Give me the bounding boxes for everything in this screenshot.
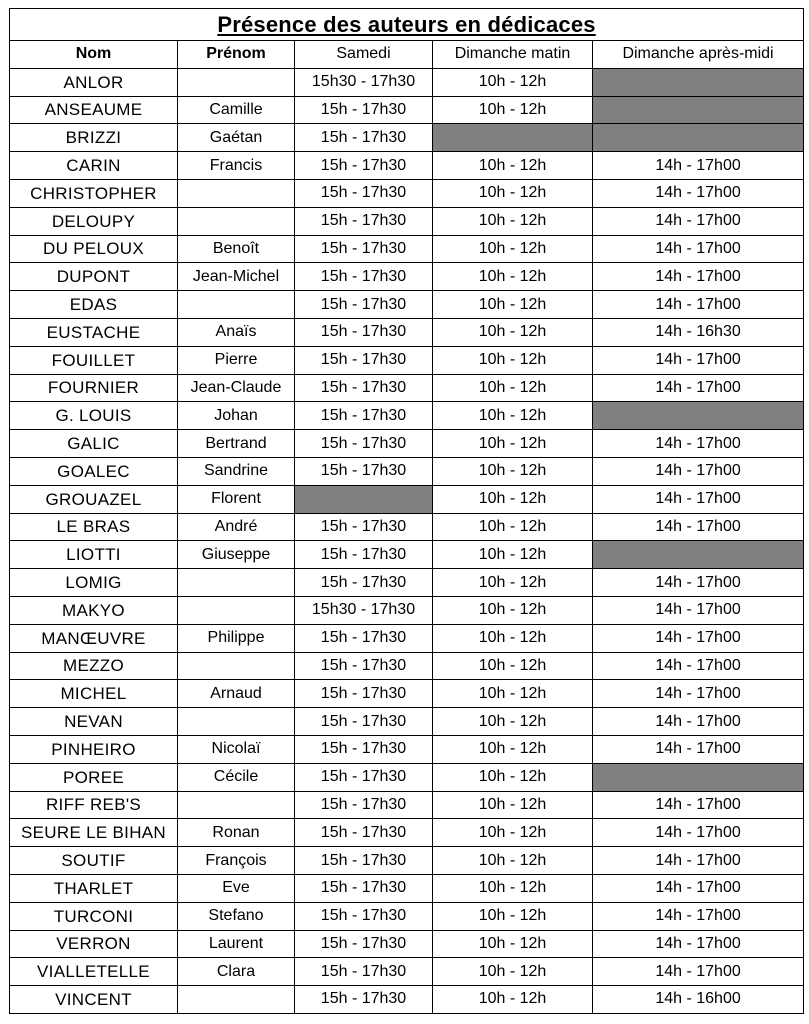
cell-dimanche-apres-midi-unavailable bbox=[593, 124, 804, 152]
cell-samedi: 15h - 17h30 bbox=[295, 291, 433, 319]
cell-nom: FOUILLET bbox=[10, 346, 178, 374]
cell-prenom: Clara bbox=[178, 958, 295, 986]
cell-samedi: 15h - 17h30 bbox=[295, 958, 433, 986]
cell-samedi: 15h30 - 17h30 bbox=[295, 68, 433, 96]
cell-dimanche-matin: 10h - 12h bbox=[433, 374, 593, 402]
cell-prenom: Anaïs bbox=[178, 318, 295, 346]
table-row bbox=[10, 374, 804, 402]
cell-dimanche-apres-midi: 14h - 17h00 bbox=[593, 902, 804, 930]
table-row bbox=[10, 402, 804, 430]
cell-prenom: Benoît bbox=[178, 235, 295, 263]
cell-dimanche-apres-midi-unavailable bbox=[593, 541, 804, 569]
cell-samedi: 15h - 17h30 bbox=[295, 318, 433, 346]
cell-nom: ANLOR bbox=[10, 68, 178, 96]
cell-nom: TURCONI bbox=[10, 902, 178, 930]
table-body bbox=[10, 68, 804, 1013]
cell-nom: MICHEL bbox=[10, 680, 178, 708]
cell-samedi: 15h - 17h30 bbox=[295, 930, 433, 958]
cell-dimanche-apres-midi: 14h - 16h30 bbox=[593, 318, 804, 346]
cell-nom: MAKYO bbox=[10, 596, 178, 624]
cell-dimanche-matin: 10h - 12h bbox=[433, 68, 593, 96]
table-row bbox=[10, 513, 804, 541]
header-samedi: Samedi bbox=[295, 41, 433, 69]
cell-nom: CHRISTOPHER bbox=[10, 179, 178, 207]
cell-dimanche-apres-midi: 14h - 17h00 bbox=[593, 513, 804, 541]
cell-dimanche-matin: 10h - 12h bbox=[433, 152, 593, 180]
cell-nom: G. LOUIS bbox=[10, 402, 178, 430]
cell-dimanche-matin: 10h - 12h bbox=[433, 96, 593, 124]
cell-dimanche-matin-unavailable bbox=[433, 124, 593, 152]
cell-dimanche-apres-midi: 14h - 17h00 bbox=[593, 624, 804, 652]
cell-nom: MANŒUVRE bbox=[10, 624, 178, 652]
cell-dimanche-matin: 10h - 12h bbox=[433, 430, 593, 458]
cell-dimanche-matin: 10h - 12h bbox=[433, 986, 593, 1014]
cell-dimanche-matin: 10h - 12h bbox=[433, 958, 593, 986]
cell-dimanche-apres-midi: 14h - 17h00 bbox=[593, 930, 804, 958]
cell-dimanche-matin: 10h - 12h bbox=[433, 680, 593, 708]
page-title-text: Présence des auteurs en dédicaces bbox=[217, 11, 596, 37]
cell-samedi: 15h - 17h30 bbox=[295, 569, 433, 597]
table-row bbox=[10, 708, 804, 736]
header-dimanche-apres-midi: Dimanche après-midi bbox=[593, 41, 804, 69]
cell-prenom: Jean-Michel bbox=[178, 263, 295, 291]
cell-dimanche-apres-midi: 14h - 17h00 bbox=[593, 485, 804, 513]
cell-nom: DUPONT bbox=[10, 263, 178, 291]
cell-samedi-unavailable bbox=[295, 485, 433, 513]
table-row bbox=[10, 152, 804, 180]
cell-dimanche-apres-midi: 14h - 17h00 bbox=[593, 346, 804, 374]
cell-samedi: 15h - 17h30 bbox=[295, 430, 433, 458]
table-row bbox=[10, 207, 804, 235]
cell-dimanche-matin: 10h - 12h bbox=[433, 485, 593, 513]
cell-dimanche-apres-midi-unavailable bbox=[593, 96, 804, 124]
cell-dimanche-apres-midi: 14h - 17h00 bbox=[593, 819, 804, 847]
cell-prenom bbox=[178, 68, 295, 96]
table-row bbox=[10, 68, 804, 96]
cell-nom: LOMIG bbox=[10, 569, 178, 597]
cell-dimanche-apres-midi: 14h - 17h00 bbox=[593, 596, 804, 624]
cell-dimanche-matin: 10h - 12h bbox=[433, 735, 593, 763]
cell-prenom bbox=[178, 596, 295, 624]
cell-samedi: 15h - 17h30 bbox=[295, 735, 433, 763]
cell-prenom: Laurent bbox=[178, 930, 295, 958]
cell-dimanche-apres-midi: 14h - 17h00 bbox=[593, 152, 804, 180]
cell-samedi: 15h - 17h30 bbox=[295, 457, 433, 485]
cell-prenom bbox=[178, 207, 295, 235]
header-prenom: Prénom bbox=[178, 41, 295, 69]
cell-dimanche-apres-midi: 14h - 17h00 bbox=[593, 374, 804, 402]
cell-dimanche-matin: 10h - 12h bbox=[433, 541, 593, 569]
cell-nom: LIOTTI bbox=[10, 541, 178, 569]
cell-prenom: Florent bbox=[178, 485, 295, 513]
cell-prenom: Cécile bbox=[178, 763, 295, 791]
cell-nom: EUSTACHE bbox=[10, 318, 178, 346]
cell-dimanche-matin: 10h - 12h bbox=[433, 596, 593, 624]
cell-dimanche-matin: 10h - 12h bbox=[433, 763, 593, 791]
page-title bbox=[10, 9, 804, 41]
cell-dimanche-matin: 10h - 12h bbox=[433, 874, 593, 902]
cell-samedi: 15h - 17h30 bbox=[295, 986, 433, 1014]
cell-dimanche-matin: 10h - 12h bbox=[433, 402, 593, 430]
cell-samedi: 15h30 - 17h30 bbox=[295, 596, 433, 624]
cell-nom: PINHEIRO bbox=[10, 735, 178, 763]
title-row bbox=[10, 9, 804, 41]
cell-dimanche-apres-midi-unavailable bbox=[593, 68, 804, 96]
cell-nom: GROUAZEL bbox=[10, 485, 178, 513]
table-row bbox=[10, 596, 804, 624]
cell-prenom: Arnaud bbox=[178, 680, 295, 708]
cell-prenom: Nicolaï bbox=[178, 735, 295, 763]
cell-nom: GOALEC bbox=[10, 457, 178, 485]
cell-samedi: 15h - 17h30 bbox=[295, 346, 433, 374]
table-row bbox=[10, 680, 804, 708]
cell-dimanche-apres-midi: 14h - 17h00 bbox=[593, 791, 804, 819]
cell-nom: NEVAN bbox=[10, 708, 178, 736]
table-row bbox=[10, 819, 804, 847]
cell-nom: DELOUPY bbox=[10, 207, 178, 235]
cell-nom: BRIZZI bbox=[10, 124, 178, 152]
cell-prenom bbox=[178, 179, 295, 207]
table-row bbox=[10, 235, 804, 263]
table-row bbox=[10, 847, 804, 875]
cell-samedi: 15h - 17h30 bbox=[295, 874, 433, 902]
cell-samedi: 15h - 17h30 bbox=[295, 791, 433, 819]
cell-samedi: 15h - 17h30 bbox=[295, 152, 433, 180]
cell-nom: THARLET bbox=[10, 874, 178, 902]
cell-samedi: 15h - 17h30 bbox=[295, 847, 433, 875]
cell-samedi: 15h - 17h30 bbox=[295, 541, 433, 569]
cell-nom: SEURE LE BIHAN bbox=[10, 819, 178, 847]
cell-samedi: 15h - 17h30 bbox=[295, 652, 433, 680]
cell-prenom: Camille bbox=[178, 96, 295, 124]
cell-samedi: 15h - 17h30 bbox=[295, 708, 433, 736]
cell-dimanche-matin: 10h - 12h bbox=[433, 318, 593, 346]
cell-prenom: Johan bbox=[178, 402, 295, 430]
cell-samedi: 15h - 17h30 bbox=[295, 902, 433, 930]
cell-prenom bbox=[178, 569, 295, 597]
cell-dimanche-apres-midi: 14h - 17h00 bbox=[593, 680, 804, 708]
table-row bbox=[10, 541, 804, 569]
cell-dimanche-matin: 10h - 12h bbox=[433, 235, 593, 263]
table-row bbox=[10, 430, 804, 458]
cell-samedi: 15h - 17h30 bbox=[295, 96, 433, 124]
cell-samedi: 15h - 17h30 bbox=[295, 763, 433, 791]
cell-dimanche-apres-midi: 14h - 17h00 bbox=[593, 235, 804, 263]
cell-prenom: Francis bbox=[178, 152, 295, 180]
cell-nom: POREE bbox=[10, 763, 178, 791]
table-row bbox=[10, 902, 804, 930]
cell-dimanche-apres-midi: 14h - 17h00 bbox=[593, 263, 804, 291]
table-row bbox=[10, 263, 804, 291]
cell-dimanche-matin: 10h - 12h bbox=[433, 457, 593, 485]
cell-dimanche-apres-midi: 14h - 17h00 bbox=[593, 179, 804, 207]
table-row bbox=[10, 485, 804, 513]
cell-dimanche-matin: 10h - 12h bbox=[433, 179, 593, 207]
cell-dimanche-matin: 10h - 12h bbox=[433, 902, 593, 930]
table-row bbox=[10, 346, 804, 374]
table-row bbox=[10, 874, 804, 902]
cell-samedi: 15h - 17h30 bbox=[295, 179, 433, 207]
cell-samedi: 15h - 17h30 bbox=[295, 374, 433, 402]
cell-prenom: Sandrine bbox=[178, 457, 295, 485]
cell-prenom: Giuseppe bbox=[178, 541, 295, 569]
cell-samedi: 15h - 17h30 bbox=[295, 624, 433, 652]
cell-dimanche-apres-midi-unavailable bbox=[593, 402, 804, 430]
cell-prenom: Eve bbox=[178, 874, 295, 902]
cell-nom: ANSEAUME bbox=[10, 96, 178, 124]
cell-prenom bbox=[178, 652, 295, 680]
cell-nom: VIALLETELLE bbox=[10, 958, 178, 986]
cell-dimanche-matin: 10h - 12h bbox=[433, 513, 593, 541]
cell-samedi: 15h - 17h30 bbox=[295, 680, 433, 708]
cell-prenom: Pierre bbox=[178, 346, 295, 374]
cell-dimanche-apres-midi: 14h - 17h00 bbox=[593, 652, 804, 680]
cell-dimanche-apres-midi: 14h - 17h00 bbox=[593, 874, 804, 902]
attendance-sheet bbox=[9, 8, 803, 1014]
cell-prenom bbox=[178, 986, 295, 1014]
cell-dimanche-matin: 10h - 12h bbox=[433, 791, 593, 819]
cell-dimanche-matin: 10h - 12h bbox=[433, 207, 593, 235]
cell-dimanche-matin: 10h - 12h bbox=[433, 819, 593, 847]
cell-nom: CARIN bbox=[10, 152, 178, 180]
cell-prenom bbox=[178, 291, 295, 319]
cell-dimanche-apres-midi: 14h - 17h00 bbox=[593, 291, 804, 319]
header-dimanche-matin: Dimanche matin bbox=[433, 41, 593, 69]
cell-dimanche-matin: 10h - 12h bbox=[433, 291, 593, 319]
attendance-table bbox=[9, 8, 804, 1014]
cell-prenom: Ronan bbox=[178, 819, 295, 847]
cell-dimanche-apres-midi: 14h - 17h00 bbox=[593, 735, 804, 763]
cell-nom: DU PELOUX bbox=[10, 235, 178, 263]
cell-samedi: 15h - 17h30 bbox=[295, 235, 433, 263]
cell-dimanche-matin: 10h - 12h bbox=[433, 624, 593, 652]
cell-dimanche-matin: 10h - 12h bbox=[433, 847, 593, 875]
cell-dimanche-matin: 10h - 12h bbox=[433, 346, 593, 374]
table-row bbox=[10, 763, 804, 791]
cell-samedi: 15h - 17h30 bbox=[295, 402, 433, 430]
cell-samedi: 15h - 17h30 bbox=[295, 124, 433, 152]
table-row bbox=[10, 735, 804, 763]
cell-samedi: 15h - 17h30 bbox=[295, 263, 433, 291]
cell-samedi: 15h - 17h30 bbox=[295, 819, 433, 847]
cell-dimanche-apres-midi: 14h - 17h00 bbox=[593, 847, 804, 875]
cell-nom: VERRON bbox=[10, 930, 178, 958]
cell-prenom: André bbox=[178, 513, 295, 541]
cell-prenom: François bbox=[178, 847, 295, 875]
header-nom: Nom bbox=[10, 41, 178, 69]
cell-nom: RIFF REB'S bbox=[10, 791, 178, 819]
cell-nom: LE BRAS bbox=[10, 513, 178, 541]
table-row bbox=[10, 791, 804, 819]
cell-prenom bbox=[178, 791, 295, 819]
cell-dimanche-apres-midi: 14h - 17h00 bbox=[593, 457, 804, 485]
cell-prenom: Stefano bbox=[178, 902, 295, 930]
cell-dimanche-apres-midi: 14h - 17h00 bbox=[593, 708, 804, 736]
cell-samedi: 15h - 17h30 bbox=[295, 207, 433, 235]
cell-dimanche-apres-midi: 14h - 17h00 bbox=[593, 430, 804, 458]
cell-nom: FOURNIER bbox=[10, 374, 178, 402]
table-row bbox=[10, 624, 804, 652]
table-row bbox=[10, 318, 804, 346]
cell-dimanche-matin: 10h - 12h bbox=[433, 930, 593, 958]
cell-prenom: Jean-Claude bbox=[178, 374, 295, 402]
cell-dimanche-matin: 10h - 12h bbox=[433, 263, 593, 291]
cell-nom: EDAS bbox=[10, 291, 178, 319]
cell-prenom bbox=[178, 708, 295, 736]
table-row bbox=[10, 96, 804, 124]
table-row bbox=[10, 291, 804, 319]
cell-dimanche-apres-midi: 14h - 17h00 bbox=[593, 207, 804, 235]
table-row bbox=[10, 457, 804, 485]
cell-dimanche-matin: 10h - 12h bbox=[433, 569, 593, 597]
cell-dimanche-apres-midi: 14h - 17h00 bbox=[593, 569, 804, 597]
table-row bbox=[10, 124, 804, 152]
table-row bbox=[10, 179, 804, 207]
cell-prenom: Gaétan bbox=[178, 124, 295, 152]
table-row bbox=[10, 652, 804, 680]
cell-dimanche-apres-midi-unavailable bbox=[593, 763, 804, 791]
cell-nom: MEZZO bbox=[10, 652, 178, 680]
table-row bbox=[10, 986, 804, 1014]
table-row bbox=[10, 958, 804, 986]
header-row bbox=[10, 41, 804, 69]
table-row bbox=[10, 569, 804, 597]
cell-dimanche-apres-midi: 14h - 17h00 bbox=[593, 958, 804, 986]
cell-prenom: Bertrand bbox=[178, 430, 295, 458]
cell-dimanche-matin: 10h - 12h bbox=[433, 652, 593, 680]
cell-samedi: 15h - 17h30 bbox=[295, 513, 433, 541]
cell-nom: VINCENT bbox=[10, 986, 178, 1014]
cell-nom: SOUTIF bbox=[10, 847, 178, 875]
table-row bbox=[10, 930, 804, 958]
cell-dimanche-matin: 10h - 12h bbox=[433, 708, 593, 736]
cell-dimanche-apres-midi: 14h - 16h00 bbox=[593, 986, 804, 1014]
cell-prenom: Philippe bbox=[178, 624, 295, 652]
cell-nom: GALIC bbox=[10, 430, 178, 458]
